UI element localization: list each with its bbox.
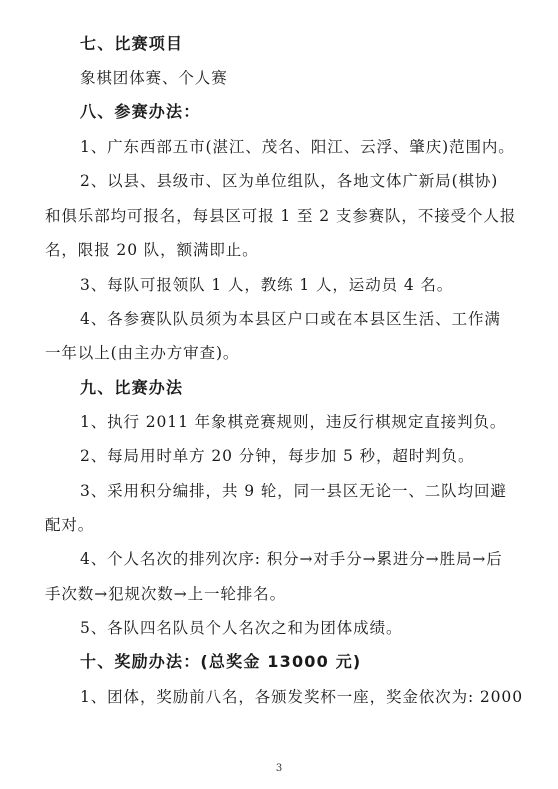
section-9-heading: 九、比赛办法 [80,378,184,397]
section-9-item-2: 2、每局用时单方 20 分钟，每步加 5 秒，超时判负。 [80,447,475,465]
section-10-item-1: 1、团体，奖励前八名，各颁发奖杯一座，奖金依次为: 2000 [80,688,523,706]
section-8-item-2-line-2: 和俱乐部均可报名，每县区可报 1 至 2 支参赛队，不接受个人报 [45,207,517,225]
page-number: 3 [275,763,283,774]
section-9-item-3-line-2: 配对。 [45,516,95,534]
section-10-heading: 十、奖励办法：(总奖金 13000 元) [80,652,362,671]
section-9-item-5: 5、各队四名队员个人名次之和为团体成绩。 [80,619,403,637]
section-9-item-3-line-1: 3、采用积分编排，共 9 轮，同一县区无论一、二队均回避 [80,482,507,500]
section-7-heading: 七、比赛项目 [80,34,184,53]
section-8-heading: 八、参赛办法： [80,102,201,121]
section-9-item-1: 1、执行 2011 年象棋竞赛规则，违反行棋规定直接判负。 [80,413,507,431]
section-8-item-3: 3、每队可报领队 1 人，教练 1 人，运动员 4 名。 [80,276,454,294]
section-7-text: 象棋团体赛、个人赛 [80,69,228,87]
section-8-item-1: 1、广东西部五市(湛江、茂名、阳江、云浮、肇庆)范围内。 [80,138,515,156]
section-8-item-2-line-1: 2、以县、县级市、区为单位组队，各地文体广新局(棋协) [80,172,499,190]
section-8-item-4-line-1: 4、各参赛队队员须为本县区户口或在本县区生活、工作满 [80,310,501,328]
section-8-item-2-line-3: 名，限报 20 队，额满即止。 [45,241,259,259]
section-8-item-4-line-2: 一年以上(由主办方审查)。 [45,344,240,362]
section-9-item-4-line-2: 手次数→犯规次数→上一轮排名。 [45,585,286,603]
section-9-item-4-line-1: 4、个人名次的排列次序: 积分→对手分→累进分→胜局→后 [80,550,503,568]
